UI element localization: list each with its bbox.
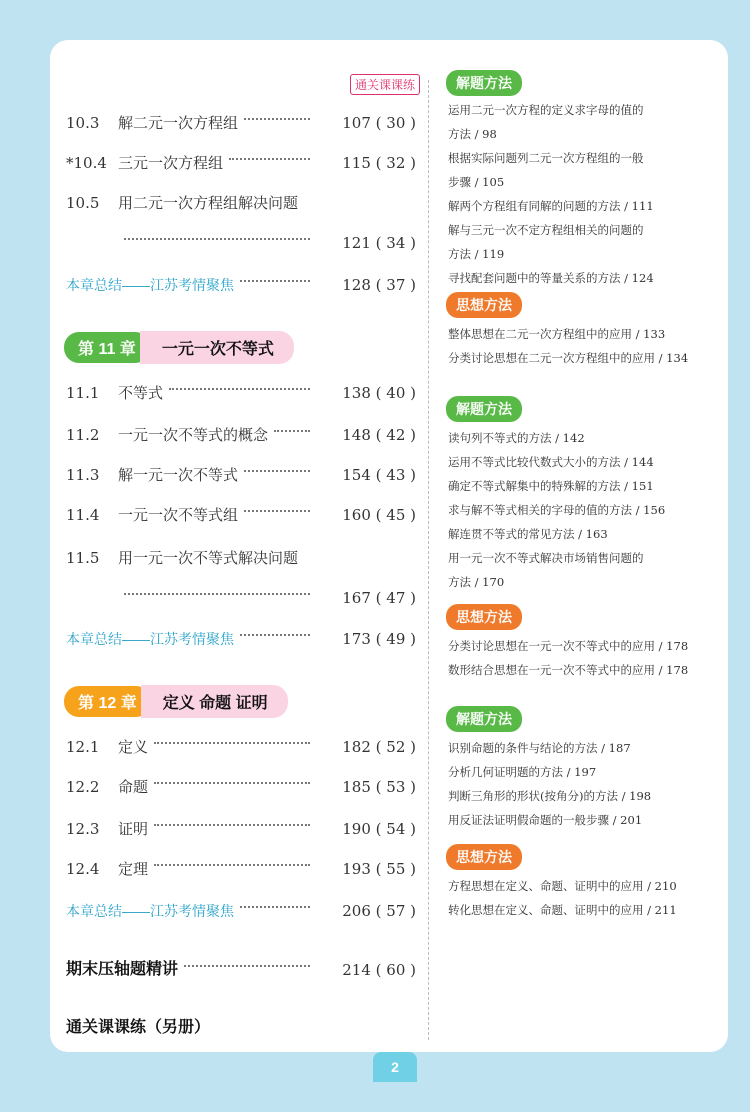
- chapter-12-title: 定义 命题 证明: [141, 685, 288, 718]
- list-item[interactable]: 寻找配套问题中的等量关系的方法 / 124: [448, 271, 654, 285]
- toc-row-summary-10[interactable]: 本章总结——江苏考情聚焦 128 ( 37 ): [66, 270, 416, 300]
- solve-method-header-1: 解题方法: [446, 70, 522, 96]
- idea-method-header-1: 思想方法: [446, 292, 522, 318]
- list-item[interactable]: 步骤 / 105: [448, 175, 505, 189]
- toc-row-12-2[interactable]: 12.2 命题 185 ( 53 ): [66, 772, 416, 802]
- list-item[interactable]: 分析几何证明题的方法 / 197: [448, 765, 597, 779]
- list-item[interactable]: 解两个方程组有同解的问题的方法 / 111: [448, 199, 654, 213]
- list-item[interactable]: 解与三元一次不定方程组相关的问题的: [448, 223, 644, 237]
- list-item[interactable]: 整体思想在二元一次方程组中的应用 / 133: [448, 327, 666, 341]
- chapter-11-title: 一元一次不等式: [140, 331, 294, 364]
- method-list-1: [448, 98, 720, 290]
- list-item[interactable]: 转化思想在定义、命题、证明中的应用 / 211: [448, 903, 677, 917]
- list-item[interactable]: 用一元一次不等式解决市场销售问题的: [448, 551, 644, 565]
- solve-method-header-2: 解题方法: [446, 396, 522, 422]
- toc-row-12-3[interactable]: 12.3 证明 190 ( 54 ): [66, 814, 416, 844]
- toc-row-11-5[interactable]: 11.5 用一元一次不等式解决问题: [66, 549, 299, 567]
- toc-row-11-4[interactable]: 11.4 一元一次不等式组 160 ( 45 ): [66, 500, 416, 530]
- toc-row-12-4[interactable]: 12.4 定理 193 ( 55 ): [66, 854, 416, 884]
- page-number: 2: [373, 1052, 417, 1082]
- method-list-6: [448, 874, 720, 922]
- toc-row-summary-12[interactable]: 本章总结——江苏考情聚焦 206 ( 57 ): [66, 896, 416, 926]
- list-item[interactable]: 确定不等式解集中的特殊解的方法 / 151: [448, 479, 654, 493]
- toc-row-11-3[interactable]: 11.3 解一元一次不等式 154 ( 43 ): [66, 460, 416, 490]
- list-item[interactable]: 运用二元一次方程的定义求字母的值的: [448, 103, 644, 117]
- list-item[interactable]: 分类讨论思想在一元一次不等式中的应用 / 178: [448, 639, 689, 653]
- list-item[interactable]: 方法 / 119: [448, 247, 505, 261]
- toc-row-10-5-page[interactable]: 121 ( 34 ): [66, 228, 416, 258]
- method-list-5: [448, 736, 720, 832]
- practice-tag: 通关课课练: [350, 74, 420, 95]
- toc-row-10-4[interactable]: *10.4 三元一次方程组 115 ( 32 ): [66, 148, 416, 178]
- list-item[interactable]: 根据实际问题列二元一次方程组的一般: [448, 151, 644, 165]
- toc-row-11-2[interactable]: 11.2 一元一次不等式的概念 148 ( 42 ): [66, 420, 416, 450]
- list-item[interactable]: 解连贯不等式的常见方法 / 163: [448, 527, 608, 541]
- toc-row-summary-11[interactable]: 本章总结——江苏考情聚焦 173 ( 49 ): [66, 624, 416, 654]
- toc-row-practice-booklet[interactable]: 通关课课练（另册）: [66, 1019, 211, 1036]
- column-divider: [428, 80, 429, 1040]
- chapter-11-badge: 第 11 章: [64, 332, 150, 363]
- idea-method-header-3: 思想方法: [446, 844, 522, 870]
- chapter-12-badge: 第 12 章: [64, 686, 151, 717]
- list-item[interactable]: 运用不等式比较代数式大小的方法 / 144: [448, 455, 654, 469]
- list-item[interactable]: 方法 / 170: [448, 575, 505, 589]
- toc-row-10-5[interactable]: 10.5 用二元一次方程组解决问题: [66, 194, 299, 212]
- method-list-2: [448, 322, 720, 370]
- list-item[interactable]: 判断三角形的形状(按角分)的方法 / 198: [448, 789, 652, 803]
- method-list-4: [448, 634, 720, 682]
- list-item[interactable]: 求与解不等式相关的字母的值的方法 / 156: [448, 503, 666, 517]
- toc-row-12-1[interactable]: 12.1 定义 182 ( 52 ): [66, 732, 416, 762]
- list-item[interactable]: 读句列不等式的方法 / 142: [448, 431, 585, 445]
- chapter-11-header[interactable]: [64, 332, 294, 362]
- list-item[interactable]: 用反证法证明假命题的一般步骤 / 201: [448, 813, 643, 827]
- toc-row-11-5-page[interactable]: 167 ( 47 ): [66, 583, 416, 613]
- list-item[interactable]: 数形结合思想在一元一次不等式中的应用 / 178: [448, 663, 689, 677]
- idea-method-header-2: 思想方法: [446, 604, 522, 630]
- method-list-3: [448, 426, 720, 594]
- solve-method-header-3: 解题方法: [446, 706, 522, 732]
- list-item[interactable]: 方法 / 98: [448, 127, 497, 141]
- list-item[interactable]: 分类讨论思想在二元一次方程组中的应用 / 134: [448, 351, 689, 365]
- chapter-12-header[interactable]: [64, 686, 288, 716]
- toc-row-11-1[interactable]: 11.1 不等式 138 ( 40 ): [66, 378, 416, 408]
- toc-row-final-exam[interactable]: 期末压轴题精讲 214 ( 60 ): [66, 955, 416, 985]
- toc-row-10-3[interactable]: 10.3 解二元一次方程组 107 ( 30 ): [66, 108, 416, 138]
- list-item[interactable]: 识别命题的条件与结论的方法 / 187: [448, 741, 631, 755]
- list-item[interactable]: 方程思想在定义、命题、证明中的应用 / 210: [448, 879, 677, 893]
